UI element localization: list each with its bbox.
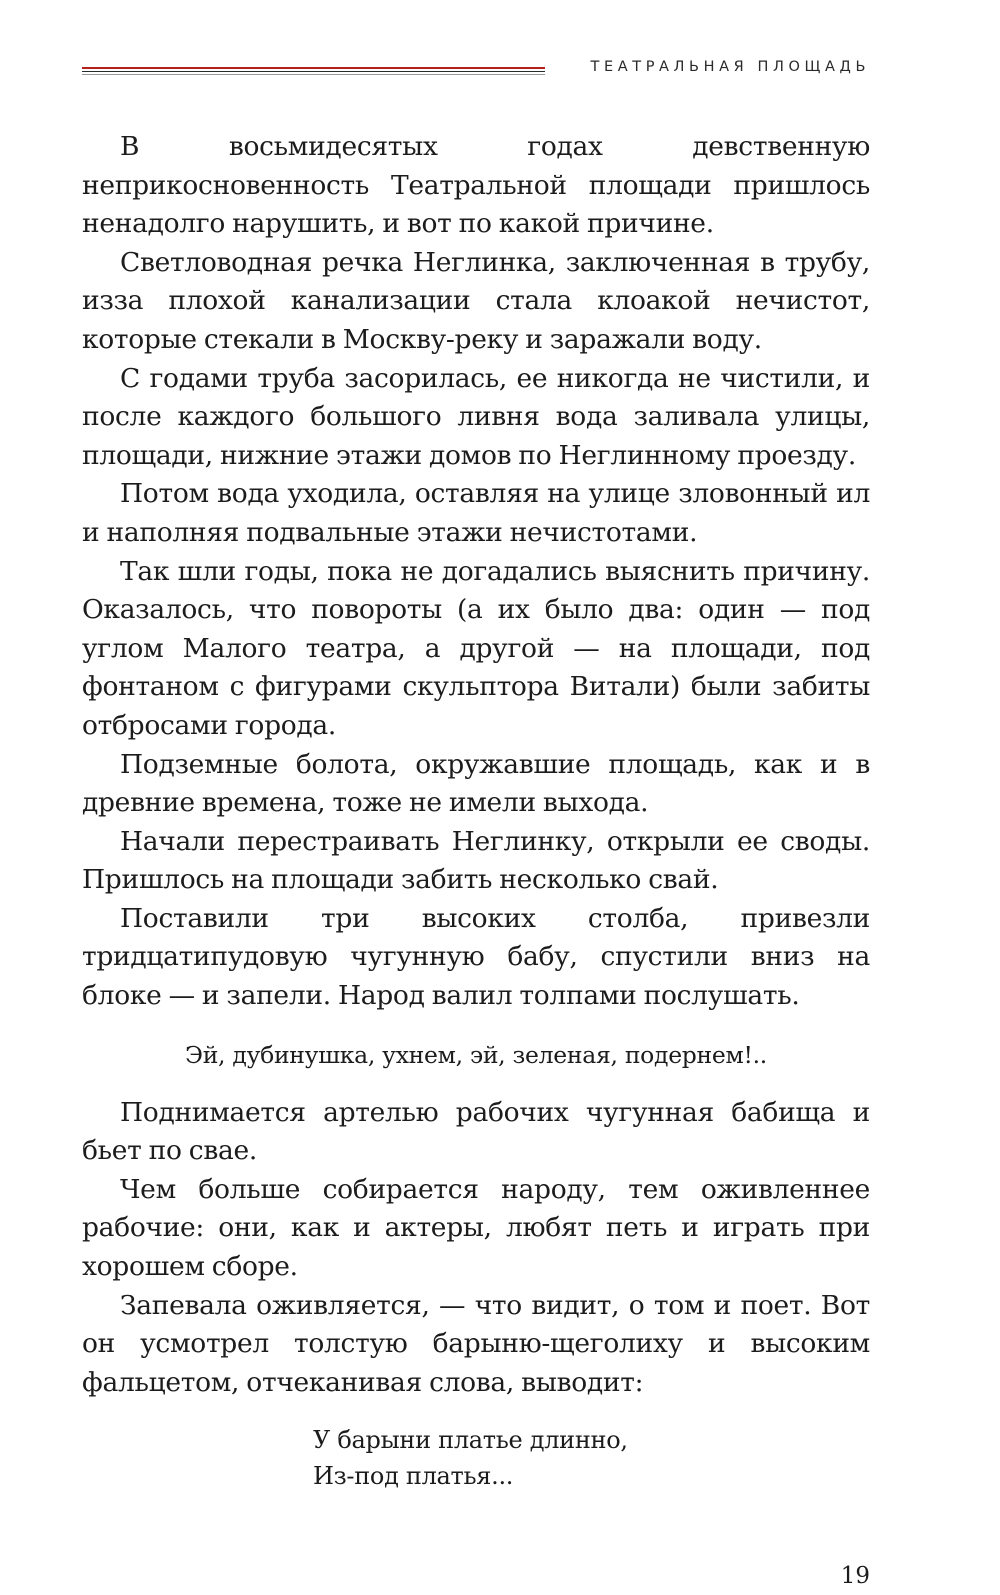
verse-line: У барыни платье длинно, bbox=[313, 1426, 628, 1455]
paragraph: В восьмидесятых годах девственную неприкосновенность Театральной площади пришлось ненадолго нарушить, и вот по какой причине. bbox=[82, 131, 870, 240]
paragraph: Чем больше собирается народу, тем оживленнее рабочие: они, как и актеры, любят петь и играть при хорошем сборе. bbox=[82, 1173, 870, 1283]
paragraph: Потом вода уходила, оставляя на улице зловонный ил и наполняя подвальные этажи нечистотами. bbox=[82, 478, 870, 548]
paragraph: Поднимается артелью рабочих чугунная бабища и бьет по свае. bbox=[82, 1096, 870, 1167]
paragraph: Запевала оживляется, — что видит, о том и поет. Вот он усмотрел толстую барыню-щеголиху и высоким фальцетом, отчеканивая слова, выводит: bbox=[82, 1289, 870, 1398]
header-rule-gray bbox=[82, 74, 545, 75]
paragraph: Поставили три высоких столба, привезли тридцатипудовую чугунную бабу, спустили вниз на блоке — и запели. Народ валил толпами послушать. bbox=[82, 902, 870, 1012]
verse-line: Из-под платья... bbox=[313, 1462, 514, 1491]
page-number: 19 bbox=[840, 1563, 870, 1589]
header-rule-red bbox=[82, 67, 545, 69]
paragraph: Светловодная речка Неглинка, заключенная в трубу, изза плохой канализации стала клоакой нечистот, которые стекали в Москву-реку и заражали воду. bbox=[82, 246, 870, 355]
running-header bbox=[82, 58, 870, 86]
verse-quote bbox=[313, 1422, 870, 1494]
paragraph: Подземные болота, окружавшие площадь, как и в древние времена, тоже не имели выхода. bbox=[82, 748, 870, 819]
paragraph: Начали перестраивать Неглинку, открыли ее своды. Пришлось на площади забить несколько свай. bbox=[82, 825, 870, 896]
running-head-title: ТЕАТРАЛЬНАЯ ПЛОЩАДЬ bbox=[590, 59, 870, 75]
song-line: Эй, дубинушка, ухнем, эй, зеленая, подернем!.. bbox=[185, 1040, 767, 1069]
header-rule-dark bbox=[82, 71, 545, 72]
paragraph: Так шли годы, пока не догадались выяснить причину. Оказалось, что повороты (а их было два: один — под углом Малого театра, а другой — на площади, под фонтаном с фигурами скульптора Витали) были забиты отбросами города. bbox=[82, 555, 870, 741]
paragraph: С годами труба засорилась, ее никогда не чистили, и после каждого большого ливня вода заливала улицы, площади, нижние этажи домов по Неглинному проезду. bbox=[82, 362, 870, 471]
page-body bbox=[82, 128, 870, 1494]
header-rule bbox=[82, 67, 545, 75]
